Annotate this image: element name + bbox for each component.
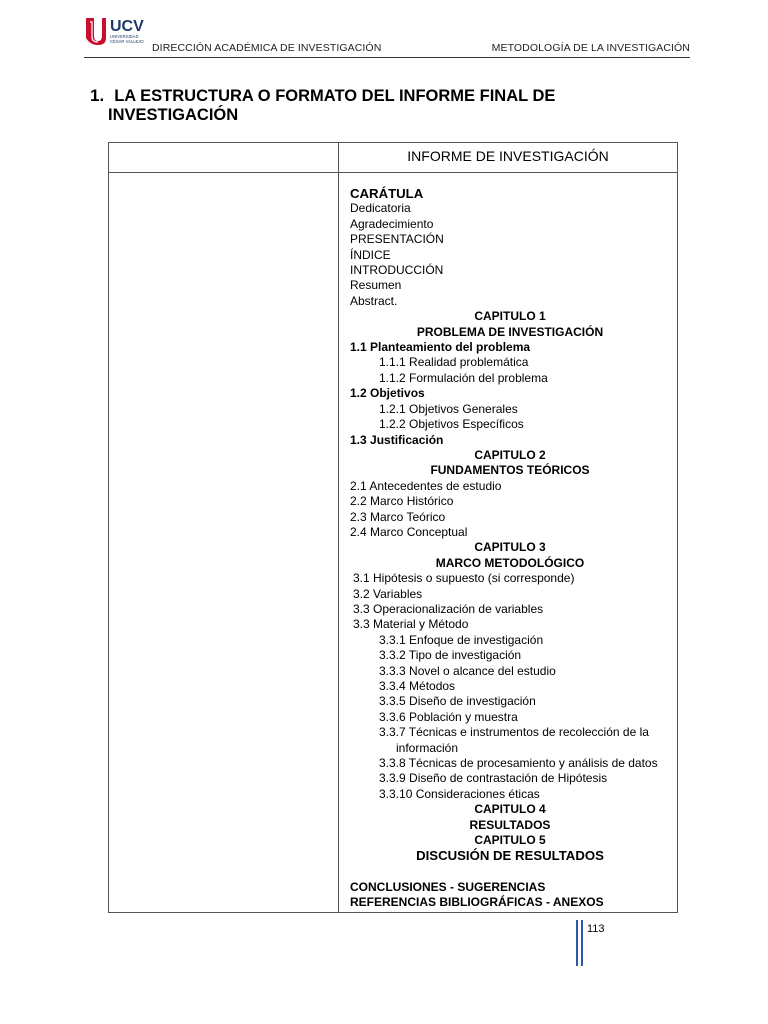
- toc-line: información: [396, 740, 459, 755]
- table-content: [350, 186, 670, 911]
- toc-line: 3.3.8 Técnicas de procesamiento y análisis de datos: [379, 756, 658, 771]
- toc-line: CAPITULO 1: [474, 309, 546, 324]
- toc-line: 3.3.4 Métodos: [379, 679, 456, 693]
- toc-line: 3.3 Operacionalización de variables: [353, 601, 544, 616]
- toc-line: 3.3.3 Novel o alcance del estudio: [379, 663, 556, 678]
- toc-line: 2.4 Marco Conceptual: [350, 524, 468, 539]
- toc-line: 1.3 Justificación: [350, 432, 444, 447]
- section-title: [90, 86, 555, 125]
- toc-line: CARÁTULA: [350, 186, 424, 201]
- page-header: [84, 14, 690, 60]
- section-title-line1: LA ESTRUCTURA O FORMATO DEL INFORME FINAL DE: [114, 87, 556, 105]
- toc-line: 3.3.6 Población y muestra: [379, 709, 518, 724]
- toc-line: Agradecimiento: [350, 216, 434, 231]
- section-number: 1.: [90, 86, 105, 105]
- toc-line: 3.3.5 Diseño de investigación: [379, 694, 536, 709]
- logo-text: UCV: [110, 18, 144, 35]
- toc-line: REFERENCIAS BIBLIOGRÁFICAS - ANEXOS: [350, 895, 604, 910]
- toc-line: 1.2 Objetivos: [350, 386, 425, 401]
- report-structure-table: [108, 142, 678, 913]
- toc-line: ÍNDICE: [350, 247, 391, 262]
- toc-line: 3.3.2 Tipo de investigación: [379, 648, 522, 663]
- toc-line: FUNDAMENTOS TEÓRICOS: [430, 463, 590, 478]
- toc-line: 2.2 Marco Histórico: [350, 494, 454, 509]
- toc-line: 1.1.1 Realidad problemática: [379, 355, 529, 370]
- toc-line: 3.3.1 Enfoque de investigación: [379, 632, 544, 647]
- footer-bar-left: [576, 920, 578, 966]
- toc-line: DISCUSIÓN DE RESULTADOS: [416, 848, 604, 864]
- spacer: [350, 864, 670, 880]
- toc-line: 3.3 Material y Método: [353, 617, 469, 632]
- header-left-text: DIRECCIÓN ACADÉMICA DE INVESTIGACIÓN: [152, 42, 382, 54]
- toc-line: CAPITULO 4: [474, 802, 546, 817]
- toc-line: 3.3.7 Técnicas e instrumentos de recolección de la: [379, 725, 649, 740]
- toc-line: Dedicatoria: [350, 201, 411, 216]
- toc-line: 3.1 Hipótesis o supuesto (si corresponde): [353, 571, 575, 586]
- toc-line: CAPITULO 2: [474, 447, 546, 462]
- logo-subtext-1: UNIVERSIDAD: [110, 34, 139, 39]
- toc-line: 1.1 Planteamiento del problema: [350, 340, 531, 355]
- page-footer: [576, 920, 636, 966]
- header-right-text: METODOLOGÍA DE LA INVESTIGACIÓN: [491, 42, 690, 54]
- table-header-right: INFORME DE INVESTIGACIÓN: [407, 148, 609, 164]
- toc-line: 1.2.1 Objetivos Generales: [379, 401, 518, 416]
- section-title-line2: INVESTIGACIÓN: [108, 106, 239, 124]
- header-divider: [84, 57, 690, 58]
- table-row-divider: [109, 172, 677, 173]
- toc-line: CAPITULO 5: [474, 833, 546, 848]
- toc-line: INTRODUCCIÓN: [350, 263, 444, 278]
- toc-line: 1.1.2 Formulación del problema: [379, 370, 548, 385]
- toc-line: Abstract.: [350, 293, 398, 308]
- toc-line: 2.1 Antecedentes de estudio: [350, 478, 502, 493]
- toc-line: MARCO METODOLÓGICO: [435, 555, 585, 570]
- footer-bar-right: [581, 920, 583, 966]
- toc-line: Resumen: [350, 278, 402, 293]
- toc-line: 1.2.2 Objetivos Específicos: [379, 417, 524, 432]
- toc-line: CONCLUSIONES - SUGERENCIAS: [350, 879, 546, 894]
- toc-line: 3.3.10 Consideraciones éticas: [379, 786, 540, 801]
- toc-line: 3.2 Variables: [353, 586, 423, 601]
- toc-line: PRESENTACIÓN: [350, 232, 444, 247]
- toc-line: 2.3 Marco Teórico: [350, 509, 446, 524]
- logo-subtext-2: CÉSAR VALLEJO: [110, 39, 144, 44]
- toc-line: PROBLEMA DE INVESTIGACIÓN: [416, 324, 604, 339]
- table-column-divider: [338, 143, 339, 912]
- toc-line: 3.3.9 Diseño de contrastación de Hipótesis: [379, 771, 608, 786]
- toc-line: CAPITULO 3: [474, 540, 546, 555]
- page-number: 113: [587, 923, 605, 935]
- toc-line: RESULTADOS: [469, 817, 551, 832]
